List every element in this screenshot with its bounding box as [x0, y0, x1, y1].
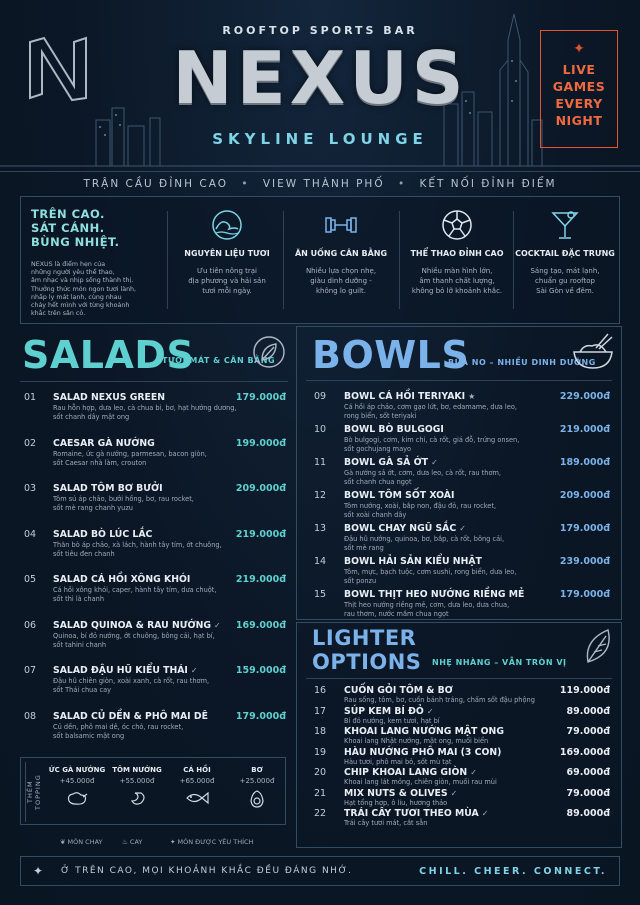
item-number: 04: [24, 528, 37, 540]
menu-item: [24, 574, 286, 614]
description-line: sốt balsamic mật ong: [53, 731, 125, 740]
legend-spicy: ♨ CAY: [122, 838, 143, 846]
feature-box: [20, 196, 620, 324]
item-price: 209.000đ: [235, 483, 286, 494]
item-price: 159.000đ: [235, 665, 286, 676]
description-line: Đậu hũ chiên giòn, xoài xanh, cà rốt, rau thơm,: [53, 677, 210, 685]
menu-item: [314, 556, 610, 586]
menu-item: [314, 391, 610, 421]
item-name-text: TRÁI CÂY TƯƠI THEO MÙA: [344, 808, 479, 819]
footer-slogan: Ở TRÊN CAO, MỌI KHOẢNH KHẮC ĐỀU ĐÁNG NHỚ.: [61, 866, 353, 876]
item-price: 239.000đ: [559, 556, 610, 567]
description-line: sốt thì là chanh: [53, 595, 105, 603]
item-name-text: SÚP KEM BÍ ĐỎ: [344, 705, 424, 717]
description-line: Cá hồi áp chảo, cơm gạo lứt, bơ, edamame, dưa leo,: [344, 403, 517, 411]
dumbbell-icon: [323, 209, 359, 241]
item-number: 11: [314, 457, 327, 468]
item-name-text: SALAD NEXUS GREEN: [53, 392, 166, 403]
salads-subtitle: TƯƠI MÁT & CÂN BẰNG: [162, 356, 276, 365]
item-number: 21: [314, 787, 327, 799]
item-number: 16: [314, 685, 327, 696]
menu-item: [314, 589, 610, 619]
item-number: 09: [314, 391, 327, 402]
bowls-subtitle: BỮA NO – NHIỀU DINH DƯỠNG: [448, 358, 596, 367]
live-line: NIGHT: [555, 113, 603, 128]
item-price: 179.000đ: [235, 392, 286, 403]
leaf-icon: ❦: [60, 838, 66, 846]
item-description: Khoai lang lát mỏng, chiên giòn, muối rau mùi: [344, 778, 497, 786]
feature-balanced: ĂN UỐNG CÂN BẰNG Nhiều lựa chọn nhẹ, giàu dinh dưỡng - không lo guilt.: [287, 205, 395, 317]
item-name-text: MIX NUTS & OLIVES: [344, 787, 448, 799]
avocado-icon: [247, 789, 267, 809]
item-price: 179.000đ: [559, 523, 610, 534]
live-line: EVERY: [555, 96, 603, 111]
item-name-text: HÀU NƯỚNG PHÔ MAI (3 CON): [344, 746, 502, 758]
item-description: [53, 632, 215, 650]
header: [0, 0, 640, 168]
item-price: 119.000đ: [559, 685, 610, 696]
description-line: Quinoa, bí đỏ nướng, ớt chuông, bông cải, hạt bí,: [53, 631, 215, 640]
item-description: [344, 469, 501, 487]
menu-item: [24, 483, 286, 523]
header-tagline: SKYLINE LOUNGE: [212, 130, 428, 148]
fish-icon: [184, 789, 210, 807]
leaf-icon: ✓: [459, 524, 466, 533]
item-description: [53, 495, 194, 513]
item-name: [53, 665, 198, 676]
menu-item: [24, 529, 286, 569]
star-icon: ★: [468, 392, 476, 401]
item-name-text: SALAD TÔM BƠ BƯỞI: [53, 483, 163, 494]
item-price: 69.000đ: [566, 767, 610, 778]
item-name-text: BOWL THỊT HEO NƯỚNG RIỀNG MẺ: [344, 589, 525, 600]
toppings-box: [20, 757, 286, 825]
item-name-text: KHOAI LANG NƯỚNG MẬT ONG: [344, 726, 504, 737]
topping-salmon: CÁ HỒI +65.000đ: [167, 766, 227, 807]
item-name: [53, 620, 221, 631]
item-description: [53, 586, 216, 604]
toppings-label: THÊM TOPPING: [25, 762, 39, 822]
description-line: Củ dền, phô mai dê, óc chó, rau rocket,: [53, 722, 184, 731]
description-line: Đậu hũ nướng, quinoa, bơ, bắp, cà rốt, bông cải,: [344, 535, 505, 543]
description-line: sốt tiêu đen chanh: [53, 549, 115, 558]
description-line: sốt Thái chua cay: [53, 686, 112, 694]
item-price: 189.000đ: [559, 457, 610, 468]
shrimp-icon: [125, 789, 149, 807]
item-number: 12: [314, 490, 327, 501]
menu-item: [314, 788, 610, 808]
item-number: 17: [314, 705, 327, 717]
feature-sports: THỂ THAO ĐỈNH CAO Nhiều màn hình lớn, âm thanh chất lượng, không bỏ lỡ khoảnh khắc.: [403, 205, 511, 317]
description-line: Thăn bò áp chảo, xà lách, hành tây tím, ớt chuông,: [53, 540, 222, 549]
item-number: 22: [314, 808, 327, 819]
item-number: 03: [24, 483, 37, 494]
item-name-text: SALAD CÁ HỒI XÔNG KHÓI: [53, 574, 191, 585]
divider: [283, 211, 284, 309]
lighter-title: LIGHTER OPTIONS: [312, 626, 422, 674]
divider: [306, 380, 612, 381]
item-description: [344, 403, 517, 421]
item-price: 89.000đ: [566, 808, 610, 819]
menu-item: [314, 767, 610, 787]
item-description: Hạt tổng hợp, ô liu, hương thảo: [344, 798, 448, 807]
item-name: [344, 726, 504, 737]
item-price: 169.000đ: [559, 746, 610, 758]
description-line: Bò bulgogi, cơm, kim chi, cà rốt, giá đỗ, trứng onsen,: [344, 436, 520, 444]
description-line: sốt mè rang: [344, 544, 384, 552]
leaf-icon: ✓: [426, 706, 434, 716]
bowl-icon: [570, 330, 616, 374]
divider: [306, 678, 612, 679]
item-name-text: BOWL CHAY NGŨ SẮC: [344, 523, 457, 534]
item-price: 219.000đ: [235, 574, 286, 585]
item-name: [53, 529, 152, 540]
description-line: sốt Caesar nhà làm, crouton: [53, 458, 147, 467]
feature-tag: TRẬN CẦU ĐỈNH CAO: [83, 178, 228, 190]
divider: [167, 211, 168, 309]
feature-tag: VIEW THÀNH PHỐ: [262, 178, 385, 190]
intro-block: [31, 207, 161, 318]
item-name: [344, 457, 438, 468]
leaf-icon: ✓: [481, 809, 489, 818]
feature-fresh: NGUYÊN LIỆU TƯƠI Ưu tiên nông trại địa phương và hải sản tươi mỗi ngày.: [173, 205, 281, 317]
item-name: [53, 711, 208, 722]
salads-title: SALADS: [22, 333, 195, 377]
item-name-text: CHIP KHOAI LANG GIÒN: [344, 767, 468, 778]
item-number: 05: [24, 574, 37, 585]
item-number: 08: [24, 710, 37, 722]
description-line: rau thơm, nước mắm chua ngọt: [344, 610, 449, 618]
description-line: rong biển, sốt teriyaki: [344, 412, 417, 420]
description-line: Thịt heo nướng riềng mẻ, cơm, dưa leo, dưa chua,: [344, 601, 510, 609]
item-name-text: SALAD ĐẬU HŨ KIỂU THÁI: [53, 665, 188, 676]
item-description: [53, 723, 183, 741]
description-line: sốt gochujang mayo: [344, 445, 412, 453]
menu-item: [314, 808, 610, 828]
topping-chicken: ỨC GÀ NƯỚNG +45.000đ: [47, 766, 107, 807]
item-number: 07: [24, 665, 37, 676]
item-price: 169.000đ: [235, 619, 286, 631]
footer-tagline: CHILL. CHEER. CONNECT.: [419, 866, 607, 877]
menu-item: [314, 523, 610, 553]
item-name-text: CUỐN GỎI TÔM & BƠ: [344, 685, 453, 696]
menu-item: [314, 457, 610, 487]
divider: [399, 211, 400, 309]
item-name-text: SALAD CỦ DỀN & PHÔ MAI DÊ: [53, 710, 208, 722]
feature-tag: KẾT NỐI ĐỈNH ĐIỂM: [419, 178, 557, 190]
item-description: [53, 404, 237, 422]
item-name: [344, 391, 475, 402]
description-line: Rau hỗn hợp, dưa leo, cà chua bi, bơ, hạt hướng dương,: [53, 404, 237, 412]
description-line: sốt xoài chanh dây: [344, 511, 407, 519]
item-description: [344, 502, 496, 520]
item-price: 79.000đ: [566, 726, 610, 737]
item-description: Hàu tươi, phô mai bỏ, sốt mù tạt: [344, 757, 452, 766]
intro-title: TRÊN CAO. SÁT CÁNH. BÙNG NHIỆT.: [31, 207, 120, 249]
item-number: 06: [24, 619, 37, 631]
item-description: [53, 677, 209, 695]
item-description: [53, 450, 207, 468]
description-line: Tôm sú áp chảo, bưởi hồng, bơ, rau rocket,: [53, 495, 194, 503]
item-name: [344, 767, 477, 778]
bowls-title: BOWLS: [312, 333, 470, 377]
item-name: [344, 424, 444, 435]
item-name: [344, 788, 457, 799]
description-line: Gà nướng sả ớt, cơm, dưa leo, cà rốt, rau thơm,: [344, 469, 502, 477]
feature-cocktail: COCKTAIL ĐẶC TRƯNG Sáng tạo, mát lạnh, chuẩn gu rooftop Sài Gòn về đêm.: [511, 205, 619, 317]
separator-dot: •: [241, 178, 250, 190]
item-name: [53, 392, 165, 403]
item-name-text: CAESAR GÀ NƯỚNG: [53, 437, 155, 449]
item-description: [344, 436, 519, 454]
chili-icon: ♨: [122, 838, 128, 846]
menu-item: [24, 438, 286, 478]
description-line: Tôm nướng, xoài, bắp non, đậu đỏ, rau rocket,: [344, 502, 497, 510]
item-name-text: BOWL GÀ SẢ ỚT: [344, 457, 429, 468]
item-name: [53, 483, 163, 494]
description-line: Romaine, ức gà nướng, parmesan, bacon giòn,: [53, 449, 207, 458]
star-icon: ✦: [170, 838, 176, 846]
item-name-text: SALAD BÒ LÚC LẮC: [53, 528, 153, 540]
live-games-badge: [540, 30, 618, 148]
item-price: 179.000đ: [235, 710, 286, 722]
item-number: 19: [314, 746, 327, 758]
separator-dot: •: [397, 178, 407, 190]
description-line: sốt chanh dây mật ong: [53, 413, 130, 421]
item-name: [344, 523, 466, 534]
item-price: 199.000đ: [235, 437, 286, 449]
menu-item: [314, 726, 610, 746]
item-description: Khoai lang Nhật nướng, mật ong, muối biển: [344, 737, 489, 745]
menu-item: [314, 706, 610, 726]
item-name: [344, 808, 488, 819]
item-name: [344, 685, 453, 696]
item-name: [344, 706, 434, 717]
item-number: 18: [314, 726, 327, 737]
wave-icon: [209, 209, 245, 241]
item-price: 219.000đ: [235, 528, 286, 540]
item-name-text: BOWL BÒ BULGOGI: [344, 424, 444, 435]
features-line: [0, 171, 640, 193]
item-name-text: SALAD QUINOA & RAU NƯỚNG: [53, 619, 212, 631]
item-description: [53, 541, 222, 559]
live-line: LIVE: [562, 62, 596, 77]
description-line: sốt mè rang chanh yuzu: [53, 504, 133, 512]
item-name-text: BOWL CÁ HỒI TERIYAKI: [344, 391, 466, 402]
item-price: 219.000đ: [559, 424, 610, 435]
item-number: 01: [24, 392, 37, 403]
menu-item: [314, 424, 610, 454]
item-name: [344, 589, 524, 600]
item-number: 14: [314, 556, 327, 567]
description-line: sốt ponzu: [344, 577, 377, 585]
item-name: [53, 438, 155, 449]
item-number: 20: [314, 767, 327, 778]
description-line: Cá hồi xông khói, caper, hành tây tím, dưa chuột,: [53, 586, 217, 594]
live-line: GAMES: [552, 79, 606, 94]
item-description: [344, 601, 509, 619]
soccer-ball-icon: [439, 209, 475, 241]
leaf-icon: ✓: [214, 620, 221, 630]
leaf-icon: ✓: [431, 458, 438, 467]
legend-favorite: ✦ MÓN ĐƯỢC YÊU THÍCH: [170, 838, 254, 846]
menu-item: [24, 392, 286, 432]
chicken-icon: [65, 789, 89, 807]
legend-vegetarian: ❦ MÓN CHAY: [60, 838, 103, 846]
header-subtitle: ROOFTOP SPORTS BAR: [222, 24, 418, 37]
intro-text: NEXUS là điểm hẹn của những người yêu thể thao, âm nhạc và nhịp sống thành thị. Thưởng thức món ngon tươi lành, nhấp ly mát lạnh, cùng nhau cháy hết mình với từng khoảnh khắc trên sân cỏ.: [31, 261, 137, 318]
item-description: [344, 535, 504, 553]
item-description: [344, 568, 516, 586]
lighter-subtitle: NHẸ NHÀNG – VẪN TRÒN VỊ: [432, 658, 567, 667]
item-price: 229.000đ: [559, 391, 610, 402]
description-line: sốt tahini chanh: [53, 640, 107, 649]
item-number: 10: [314, 424, 327, 435]
leaf-icon: ✓: [450, 788, 458, 798]
item-name-text: BOWL HẢI SẢN KIỂU NHẬT: [344, 556, 482, 567]
item-name: [344, 747, 501, 758]
menu-item: [314, 747, 610, 767]
leaf-icon: ✓: [190, 666, 198, 675]
menu-item: [314, 490, 610, 520]
item-price: 179.000đ: [559, 589, 610, 600]
item-number: 02: [24, 437, 37, 449]
item-price: 209.000đ: [559, 490, 610, 501]
cocktail-icon: [547, 209, 583, 241]
item-name-text: BOWL TÔM SỐT XOÀI: [344, 490, 455, 501]
description-line: sốt chanh chua ngọt: [344, 478, 412, 486]
menu-item: [24, 665, 286, 705]
item-description: Rau sống, tôm, bơ, cuốn bánh tráng, chấm sốt đậu phộng: [344, 696, 535, 704]
menu-item: [24, 711, 286, 751]
topping-avocado: BƠ +25.000đ: [227, 766, 287, 809]
item-price: 89.000đ: [566, 705, 610, 717]
item-description: Bí đỏ nướng, kem tươi, hạt bí: [344, 716, 440, 725]
topping-shrimp: TÔM NƯỚNG +55.000đ: [107, 766, 167, 807]
item-name: [344, 556, 482, 567]
leaf-icon: [252, 334, 286, 370]
footer: [20, 856, 620, 886]
item-name: [344, 490, 454, 501]
item-number: 13: [314, 523, 327, 534]
leaf-icon: ✓: [470, 768, 477, 777]
menu-item: [314, 685, 610, 705]
sparkle-icon: ✦: [573, 41, 585, 57]
item-price: 79.000đ: [566, 787, 610, 799]
divider: [20, 381, 288, 382]
brand-name: NEXUS: [172, 36, 468, 120]
leaf-icon: [582, 626, 614, 666]
menu-item: [24, 620, 286, 660]
item-description: Trái cây tươi mát, cắt sẵn: [344, 819, 428, 827]
description-line: Tôm, mực, bạch tuộc, cơm sushi, rong biển, dưa leo,: [344, 568, 517, 576]
item-number: 15: [314, 589, 327, 600]
sparkle-icon: ✦: [33, 864, 44, 878]
item-name: [53, 574, 190, 585]
